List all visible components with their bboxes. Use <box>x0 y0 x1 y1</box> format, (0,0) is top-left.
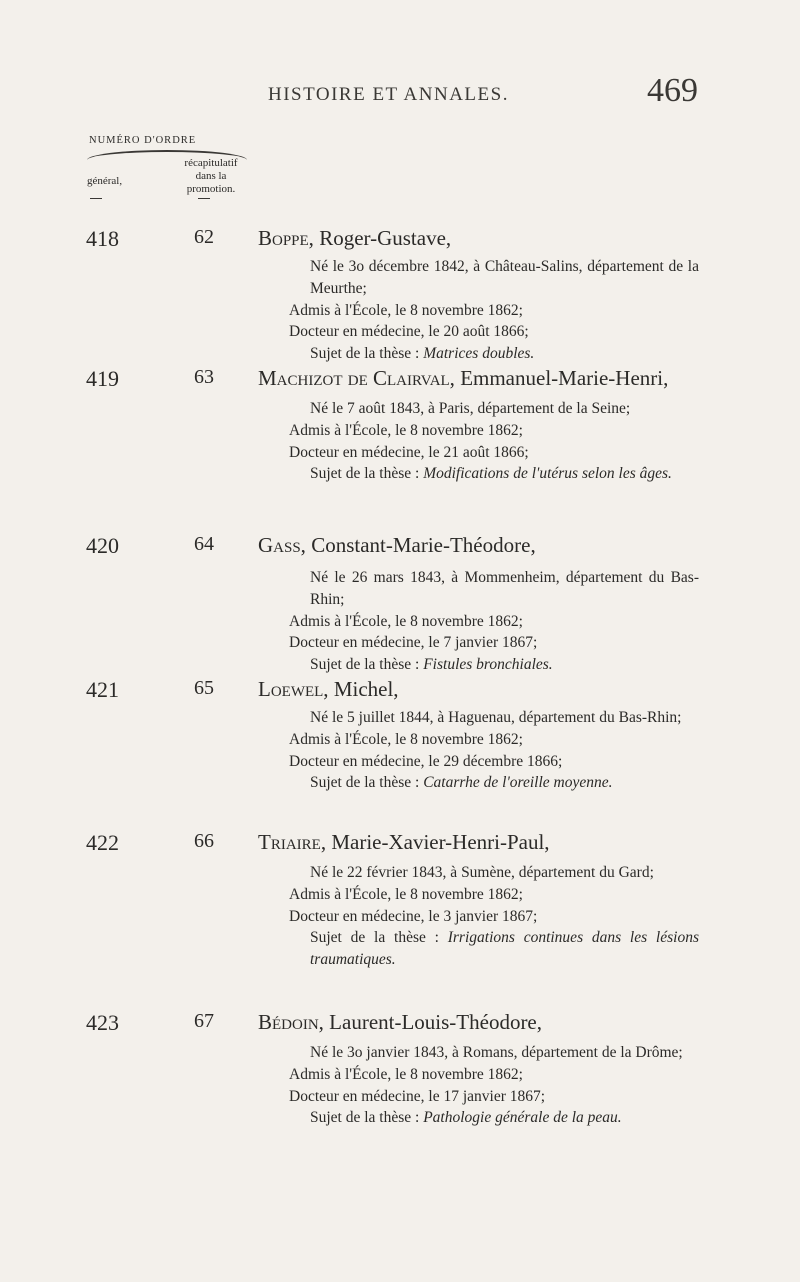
entry-doctor: Docteur en médecine, le 17 janvier 1867; <box>289 1087 546 1105</box>
entry-birth: Né le 22 février 1843, à Sumène, département du Gard; <box>310 864 654 881</box>
entry-name <box>258 1010 542 1035</box>
entry-surname: Machizot de Clairval, <box>258 366 455 390</box>
entry-birth: Né le 26 mars 1843, à Mommenheim, département du Bas-Rhin; <box>310 569 699 608</box>
entry-thesis-title: Pathologie générale de la peau. <box>423 1109 622 1127</box>
entry-thesis-prefix: Sujet de la thèse : <box>310 656 424 674</box>
entry-number-promotion: 63 <box>194 366 214 388</box>
column-dash-promo <box>198 198 210 199</box>
entry-given-names: Laurent-Louis-Théodore, <box>323 1010 543 1034</box>
entry-given-names: Constant-Marie-Théodore, <box>305 533 536 557</box>
entry-number-promotion: 65 <box>194 677 214 699</box>
column-header-recap-line2: dans la <box>195 170 227 182</box>
entry-birth: Né le 3o janvier 1843, à Romans, département de la Drôme; <box>310 1044 683 1061</box>
entry-thesis-title: Fistules bronchiales. <box>423 656 553 674</box>
entry-given-names: Emmanuel-Marie-Henri, <box>454 366 669 390</box>
entry-admitted: Admis à l'École, le 8 novembre 1862; <box>289 1065 523 1083</box>
entry-details <box>289 862 699 971</box>
entry-details <box>289 1042 699 1129</box>
entry-number-general: 422 <box>86 830 119 855</box>
entry-surname: Gass, <box>258 533 306 557</box>
entry-doctor: Docteur en médecine, le 21 août 1866; <box>289 443 529 461</box>
entry-details <box>289 707 699 794</box>
entry-surname: Triaire, <box>258 830 327 854</box>
column-header-title: NUMÉRO D'ORDRE <box>89 135 197 146</box>
column-header-recap-line3: promotion. <box>186 183 236 195</box>
entry-number-general: 419 <box>86 366 119 391</box>
column-dash-general <box>90 198 102 199</box>
running-head: HISTOIRE ET ANNALES. <box>268 84 509 105</box>
entry-details <box>289 398 699 485</box>
entry-number-promotion: 64 <box>194 533 214 555</box>
entry-thesis-line <box>289 654 699 676</box>
entry-number-promotion: 66 <box>194 830 214 852</box>
entry-number-general: 418 <box>86 226 119 251</box>
entry-thesis-line <box>289 1107 699 1129</box>
entry-admitted: Admis à l'École, le 8 novembre 1862; <box>289 730 523 748</box>
entry-admitted: Admis à l'École, le 8 novembre 1862; <box>289 612 523 630</box>
entry-name <box>258 366 668 391</box>
entry-number-general: 423 <box>86 1010 119 1035</box>
entry-doctor: Docteur en médecine, le 7 janvier 1867; <box>289 634 538 652</box>
entry-doctor: Docteur en médecine, le 3 janvier 1867; <box>289 907 538 925</box>
entry-details <box>289 567 699 676</box>
entry-given-names: Marie-Xavier-Henri-Paul, <box>326 830 550 854</box>
entry-thesis-line <box>289 463 699 485</box>
entry-number-general: 421 <box>86 677 119 702</box>
column-header-general: général, <box>87 175 123 187</box>
entry-thesis-prefix: Sujet de la thèse : <box>310 345 424 363</box>
entry-name <box>258 533 536 558</box>
entry-number-promotion: 67 <box>194 1010 214 1032</box>
page-number: 469 <box>647 72 698 109</box>
entry-surname: Boppe, <box>258 226 314 250</box>
entry-birth: Né le 3o décembre 1842, à Château-Salins, département de la Meurthe; <box>310 258 699 297</box>
entry-surname: Bédoin, <box>258 1010 324 1034</box>
entry-thesis-prefix: Sujet de la thèse : <box>310 465 424 483</box>
entry-given-names: Roger-Gustave, <box>313 226 452 250</box>
entry-thesis-line <box>289 772 699 794</box>
entry-number-promotion: 62 <box>194 226 214 248</box>
entry-admitted: Admis à l'École, le 8 novembre 1862; <box>289 885 523 903</box>
entry-thesis-title: Catarrhe de l'oreille moyenne. <box>423 774 613 792</box>
entry-name <box>258 830 550 855</box>
entry-thesis-prefix: Sujet de la thèse : <box>310 929 448 947</box>
entry-admitted: Admis à l'École, le 8 novembre 1862; <box>289 301 523 319</box>
entry-thesis-line <box>289 343 699 365</box>
column-header-recap <box>171 157 251 196</box>
entry-details <box>289 256 699 365</box>
entry-given-names: Michel, <box>328 677 399 701</box>
entry-birth: Né le 5 juillet 1844, à Haguenau, département du Bas-Rhin; <box>310 709 682 726</box>
entry-thesis-prefix: Sujet de la thèse : <box>310 1109 424 1127</box>
entry-surname: Loewel, <box>258 677 329 701</box>
entry-name <box>258 677 399 702</box>
entry-doctor: Docteur en médecine, le 20 août 1866; <box>289 323 529 341</box>
entry-admitted: Admis à l'École, le 8 novembre 1862; <box>289 421 523 439</box>
entry-thesis-title: Irrigations continues dans les lésions traumatiques. <box>310 929 699 969</box>
entry-number-general: 420 <box>86 533 119 558</box>
entry-thesis-line <box>289 927 699 971</box>
entry-name <box>258 226 451 251</box>
entry-thesis-prefix: Sujet de la thèse : <box>310 774 424 792</box>
column-header <box>87 135 247 195</box>
entry-doctor: Docteur en médecine, le 29 décembre 1866; <box>289 752 563 770</box>
column-header-recap-line1: récapitulatif <box>184 157 238 169</box>
entry-thesis-title: Modifications de l'utérus selon les âges. <box>423 465 672 483</box>
entry-thesis-title: Matrices doubles. <box>423 345 535 363</box>
entry-birth: Né le 7 août 1843, à Paris, département de la Seine; <box>310 400 631 417</box>
